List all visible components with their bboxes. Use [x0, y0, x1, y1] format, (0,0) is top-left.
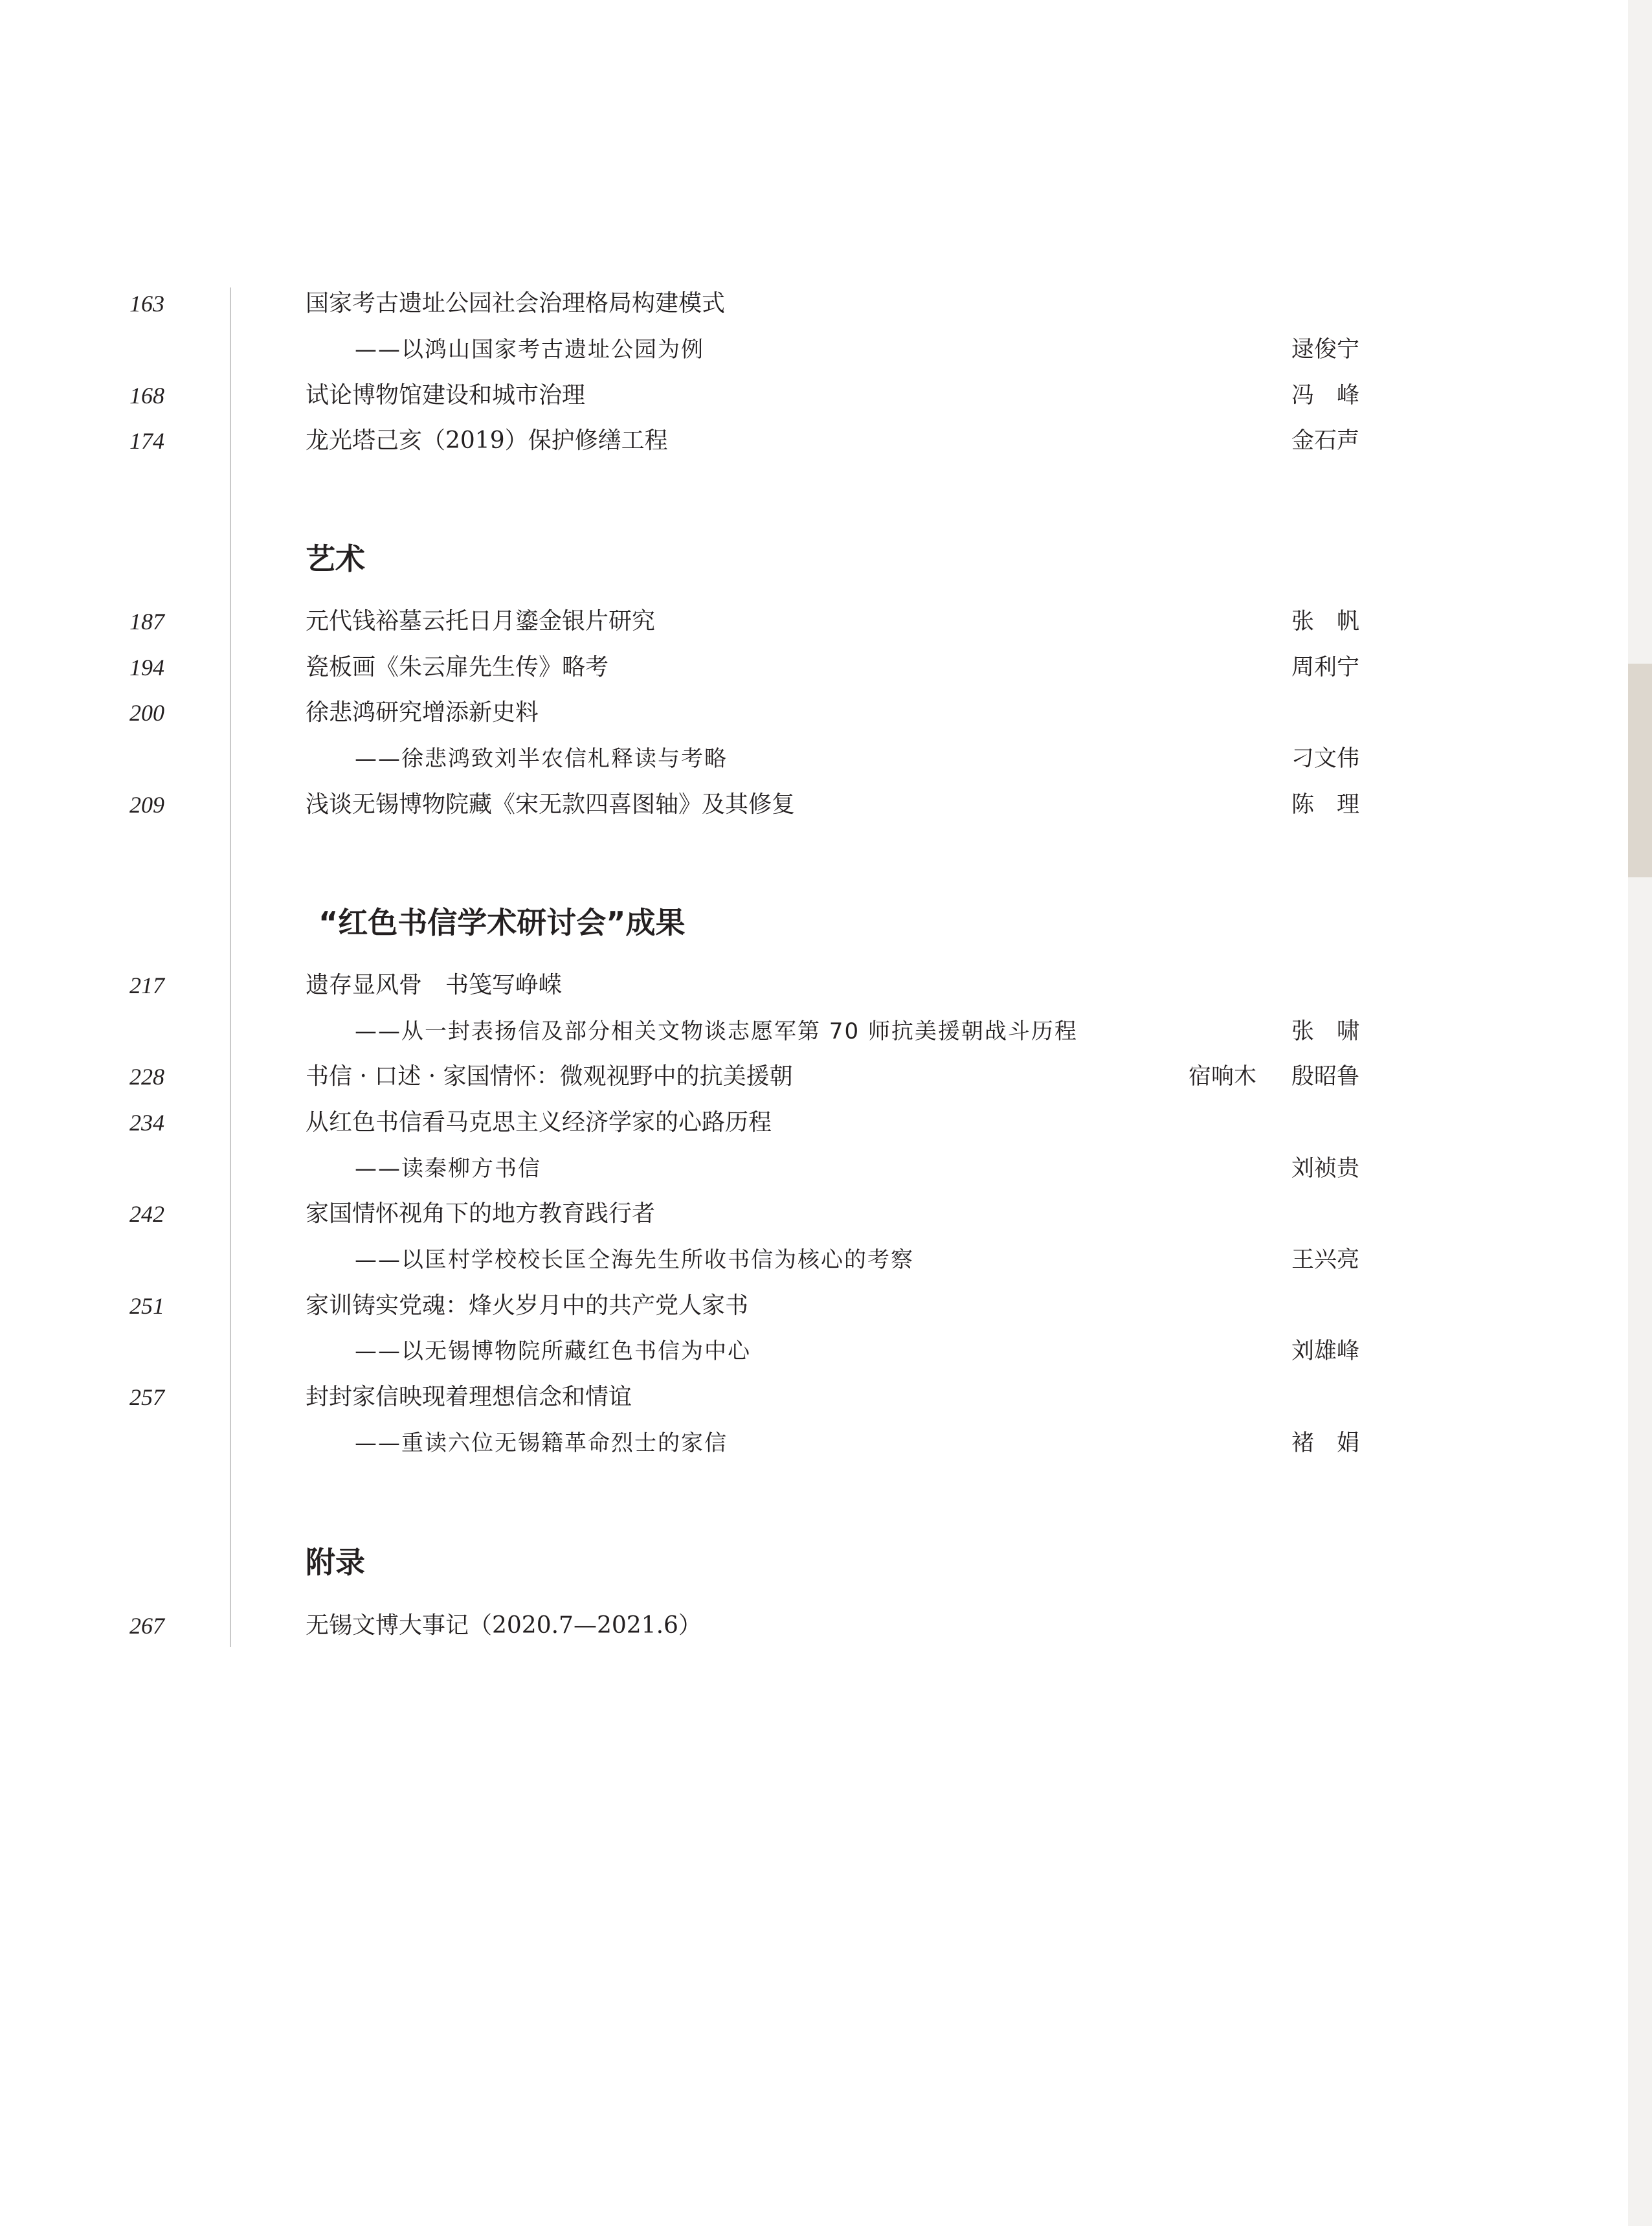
toc-entry[interactable]	[0, 645, 1652, 690]
page-number: 200	[129, 700, 164, 726]
entry-author: 殷昭鲁	[1291, 1064, 1359, 1090]
toc-entry[interactable]	[0, 1603, 1652, 1648]
page-number: 228	[129, 1064, 164, 1090]
entry-subtitle: ——徐悲鸿致刘半农信札释读与考略	[355, 746, 728, 772]
section-heading: 艺术	[306, 541, 365, 576]
section-heading: 附录	[306, 1545, 365, 1580]
entry-author: 陈 理	[1291, 792, 1359, 818]
toc-entry[interactable]	[0, 281, 1652, 326]
entry-title: 瓷板画《朱云扉先生传》略考	[306, 654, 609, 680]
toc-entry[interactable]	[0, 1283, 1652, 1329]
page-number: 217	[129, 972, 164, 998]
entry-subtitle: ——重读六位无锡籍革命烈士的家信	[355, 1430, 728, 1456]
toc-entry-subline	[0, 736, 1652, 781]
entry-author: 张 啸	[1291, 1018, 1359, 1044]
entry-subtitle: ——以无锡博物院所藏红色书信为中心	[355, 1338, 751, 1364]
entry-author: 冯 峰	[1291, 383, 1359, 409]
entry-title: 国家考古遗址公园社会治理格局构建模式	[306, 290, 726, 317]
entry-title: 浅谈无锡博物院藏《宋无款四喜图轴》及其修复	[306, 791, 796, 818]
entry-author: 张 帆	[1291, 609, 1359, 635]
entry-title: 从红色书信看马克思主义经济学家的心路历程	[306, 1109, 772, 1136]
toc-entry[interactable]	[0, 963, 1652, 1008]
entry-author: 刘祯贵	[1291, 1156, 1359, 1182]
page-number: 267	[129, 1613, 164, 1639]
entry-title: 封封家信映现着理想信念和情谊	[306, 1384, 632, 1410]
entry-author: 褚 娟	[1291, 1430, 1359, 1456]
page-number: 234	[129, 1110, 164, 1136]
toc-entry[interactable]	[0, 1375, 1652, 1420]
page-number: 168	[129, 383, 164, 409]
entry-author: 刘雄峰	[1291, 1338, 1359, 1364]
page-number: 251	[129, 1293, 164, 1319]
entry-title: 家训铸实党魂：烽火岁月中的共产党人家书	[306, 1292, 749, 1319]
entry-author: 金石声	[1291, 428, 1359, 454]
toc-entry[interactable]	[0, 1191, 1652, 1237]
entry-author: 周利宁	[1291, 655, 1359, 680]
page-number: 194	[129, 655, 164, 680]
entry-subtitle: ——从一封表扬信及部分相关文物谈志愿军第 70 师抗美援朝战斗历程	[355, 1018, 1078, 1044]
toc-entry[interactable]	[0, 782, 1652, 827]
page-number: 163	[129, 291, 164, 317]
toc-entry[interactable]	[0, 1054, 1652, 1099]
toc-entry[interactable]	[0, 599, 1652, 644]
page-number: 174	[129, 428, 164, 454]
toc-entry-subline	[0, 1421, 1652, 1466]
entry-subtitle: ——以鸿山国家考古遗址公园为例	[355, 337, 704, 363]
entry-title: 无锡文博大事记（2020.7—2021.6）	[306, 1612, 702, 1639]
entry-subtitle: ——读秦柳方书信	[355, 1156, 541, 1182]
section-heading: “红色书信学术研讨会”成果	[318, 905, 686, 940]
entry-title: 遗存显风骨 书笺写峥嵘	[306, 972, 563, 998]
toc-entry-subline	[0, 1329, 1652, 1374]
entry-author: 刁文伟	[1291, 746, 1359, 772]
entry-coauthor: 宿响木	[1189, 1064, 1257, 1090]
entry-author: 逯俊宁	[1291, 337, 1359, 363]
toc-entry[interactable]	[0, 418, 1652, 464]
entry-title: 元代钱裕墓云托日月鎏金银片研究	[306, 608, 656, 635]
toc-entry-subline	[0, 1237, 1652, 1283]
page-number: 209	[129, 792, 164, 818]
page-number: 187	[129, 609, 164, 635]
toc-entry[interactable]	[0, 1100, 1652, 1145]
page-number: 257	[129, 1384, 164, 1410]
entry-title: 徐悲鸿研究增添新史料	[306, 699, 539, 726]
entry-title: 家国情怀视角下的地方教育践行者	[306, 1200, 656, 1227]
toc-entry[interactable]	[0, 373, 1652, 418]
entry-title: 书信 · 口述 · 家国情怀：微观视野中的抗美援朝	[306, 1063, 793, 1090]
entry-author: 王兴亮	[1291, 1247, 1359, 1273]
page-number: 242	[129, 1201, 164, 1227]
toc-entry[interactable]	[0, 690, 1652, 736]
entry-title: 龙光塔己亥（2019）保护修缮工程	[306, 427, 668, 454]
toc-entry-subline	[0, 327, 1652, 372]
entry-title: 试论博物馆建设和城市治理	[306, 382, 586, 409]
entry-subtitle: ——以匡村学校校长匡仝海先生所收书信为核心的考察	[355, 1247, 914, 1273]
toc-entry-subline	[0, 1146, 1652, 1191]
toc-entry-subline	[0, 1009, 1652, 1054]
